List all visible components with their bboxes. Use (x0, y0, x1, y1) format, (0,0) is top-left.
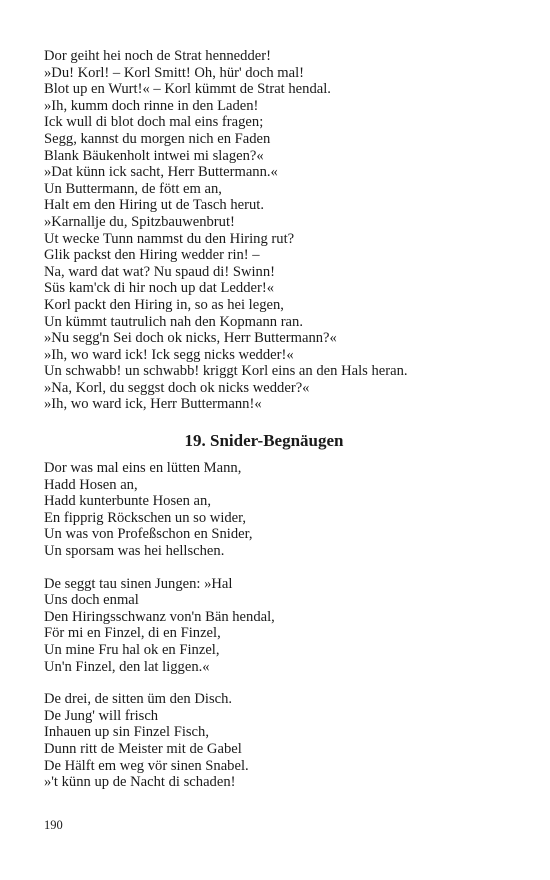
verse-line: Un mine Fru hal ok en Finzel, (44, 642, 220, 658)
verse-line: Un Buttermann, de fött em an, (44, 180, 222, 197)
stanza-1 (44, 460, 524, 560)
verse-line: De seggt tau sinen Jungen: »Hal (44, 575, 233, 592)
verse-line: De Hälft em weg vör sinen Snabel. (44, 757, 249, 774)
verse-line: Ick wull di blot doch mal eins fragen; (44, 114, 264, 131)
verse-line: Hadd Hosen an, (44, 476, 138, 493)
verse-line: Blank Bäukenholt intwei mi slagen?« (44, 147, 264, 164)
verse-line: »'t künn up de Nacht di schaden! (44, 774, 236, 791)
verse-line: För mi en Finzel, di en Finzel, (44, 625, 221, 642)
verse-line: »Ih, kumm doch rinne in den Laden! (44, 97, 259, 114)
verse-line: Halt em den Hiring ut de Tasch herut. (44, 197, 264, 214)
verse-line: Dor was mal eins en lütten Mann, (44, 460, 242, 477)
verse-line: Ut wecke Tunn nammst du den Hiring rut? (44, 230, 295, 247)
verse-line: Na, ward dat wat? Nu spaud di! Swinn! (44, 263, 276, 280)
verse-line: De drei, de sitten üm den Disch. (44, 691, 233, 708)
verse-line: Segg, kannst du morgen nich en Faden (44, 130, 271, 147)
verse-line: Korl packt den Hiring in, so as hei legen, (44, 296, 284, 313)
verse-line: Hadd kunterbunte Hosen an, (44, 493, 211, 510)
page-number: 190 (44, 818, 63, 832)
stanza-2 (44, 576, 524, 676)
verse-line: Blot up en Wurt!« – Korl kümmt de Strat hendal. (44, 81, 331, 98)
verse-line: Un kümmt tautrulich nah den Kopmann ran. (44, 313, 303, 330)
verse-line: Den Hiringsschwanz von'n Bän hendal, (44, 608, 275, 625)
page-body (44, 48, 524, 807)
verse-line: Glik packst den Hiring wedder rin! – (44, 247, 260, 264)
verse-line: Dor geiht hei noch de Strat hennedder! (44, 48, 271, 64)
verse-line: »Nu segg'n Sei doch ok nicks, Herr Buttermann?« (44, 330, 337, 347)
stanza-3 (44, 691, 524, 791)
verse-line: Un was von Profeßschon en Snider, (44, 526, 253, 543)
verse-line: Inhauen up sin Finzel Fisch, (44, 724, 209, 741)
verse-line: »Du! Korl! – Korl Smitt! Oh, hür' doch mal! (44, 64, 305, 81)
verse-line: Un schwabb! un schwabb! kriggt Korl eins an den Hals heran. (44, 363, 408, 380)
verse-line: Un sporsam was hei hellschen. (44, 543, 225, 560)
verse-line: Süs kam'ck di hir noch up dat Ledder!« (44, 280, 274, 297)
section-title: 19. Snider-Begnäugen (184, 431, 344, 451)
poem-continued (44, 48, 524, 413)
verse-line: »Na, Korl, du seggst doch ok nicks wedder?« (44, 379, 310, 396)
verse-line: »Dat künn ick sacht, Herr Buttermann.« (44, 164, 278, 181)
verse-line: En fipprig Röckschen un so wider, (44, 509, 247, 526)
verse-line: »Karnallje du, Spitzbauwenbrut! (44, 213, 235, 230)
verse-line: Uns doch enmal (44, 592, 139, 609)
verse-line: Dunn ritt de Meister mit de Gabel (44, 740, 242, 757)
verse-line: »Ih, wo ward ick, Herr Buttermann!« (44, 396, 262, 413)
verse-line: »Ih, wo ward ick! Ick segg nicks wedder!« (44, 346, 294, 363)
verse-line: De Jung' will frisch (44, 707, 159, 724)
verse-line: Un'n Finzel, den lat liggen.« (44, 658, 210, 675)
